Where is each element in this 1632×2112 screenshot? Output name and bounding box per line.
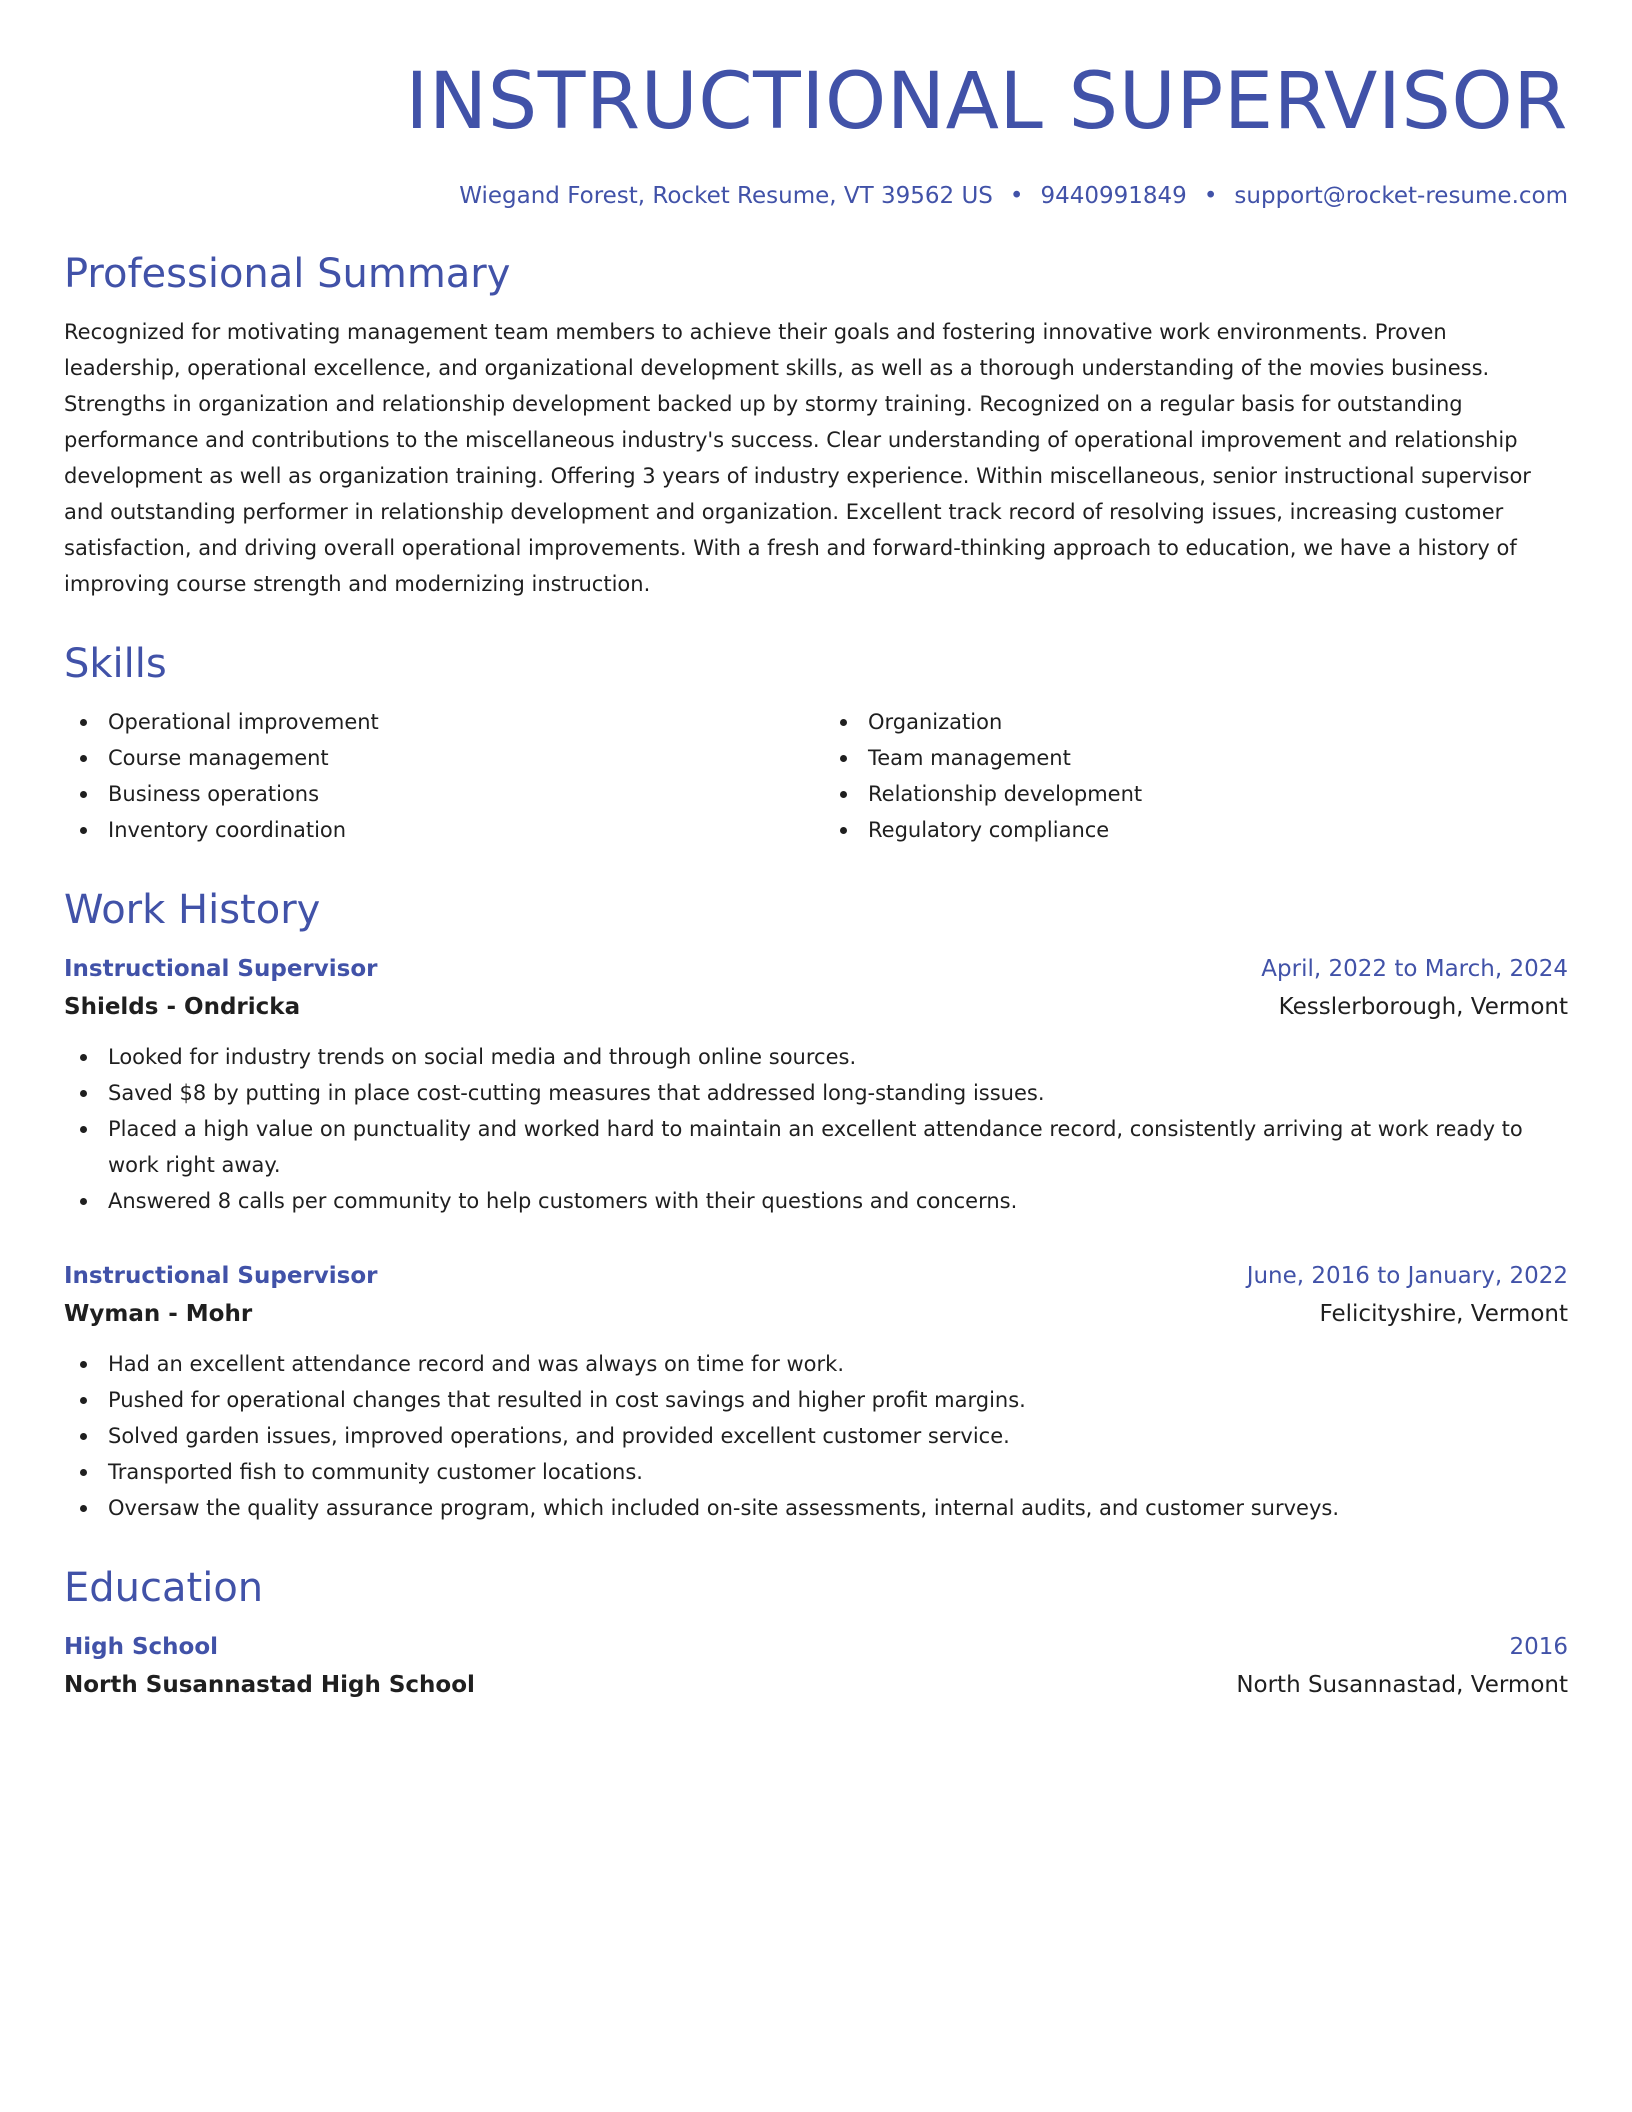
work-history-section — [64, 884, 1568, 1526]
section-heading: Skills — [64, 641, 167, 687]
education-year: 2016 — [1509, 1634, 1568, 1660]
education-entry — [64, 1628, 1568, 1704]
job-title-row — [64, 950, 1568, 988]
skills-section — [64, 638, 1568, 848]
job-role: Instructional Supervisor — [64, 1263, 378, 1289]
job-entry — [64, 950, 1568, 1219]
contact-separator: • — [1009, 183, 1024, 209]
skills-list-right — [824, 704, 1564, 848]
job-location: Felicityshire, Vermont — [1319, 1301, 1568, 1327]
section-heading: Professional Summary — [64, 251, 511, 297]
job-duty: Pushed for operational changes that resulted in cost savings and higher profit margins. — [64, 1382, 1568, 1418]
professional-summary-section — [64, 248, 1568, 602]
skill-item: Business operations — [64, 776, 804, 812]
education-location: North Susannastad, Vermont — [1236, 1672, 1568, 1698]
skill-item: Course management — [64, 740, 804, 776]
section-heading: Education — [64, 1565, 264, 1611]
skill-item: Inventory coordination — [64, 812, 804, 848]
education-section — [64, 1562, 1568, 1704]
education-degree-row — [64, 1628, 1568, 1666]
job-duty: Transported fish to community customer locations. — [64, 1454, 1568, 1490]
job-duty: Looked for industry trends on social media and through online sources. — [64, 1039, 1568, 1075]
contact-email: support@rocket-resume.com — [1234, 183, 1568, 209]
skill-item: Regulatory compliance — [824, 812, 1564, 848]
job-duty: Solved garden issues, improved operations, and provided excellent customer service. — [64, 1418, 1568, 1454]
job-company-row — [64, 1295, 1568, 1333]
education-degree: High School — [64, 1634, 219, 1660]
contact-line — [64, 180, 1568, 212]
skill-item: Operational improvement — [64, 704, 804, 740]
job-duties-list — [64, 1346, 1568, 1526]
contact-phone: 9440991849 — [1040, 183, 1187, 209]
job-company: Wyman - Mohr — [64, 1301, 253, 1327]
job-entry — [64, 1257, 1568, 1526]
job-role: Instructional Supervisor — [64, 956, 378, 982]
job-company-row — [64, 988, 1568, 1026]
job-title-row — [64, 1257, 1568, 1295]
job-duty: Saved $8 by putting in place cost-cutting measures that addressed long-standing issues. — [64, 1075, 1568, 1111]
skill-item: Team management — [824, 740, 1564, 776]
section-heading: Work History — [64, 887, 321, 933]
skills-grid — [64, 704, 1568, 848]
job-duties-list — [64, 1039, 1568, 1219]
summary-text: Recognized for motivating management team members to achieve their goals and fostering innovative work environments. Proven leadership, operational excellence, and organizational development skills, as well as a thorough understanding of the movies business. Strengths in organization and relationship development backed up by stormy training. Recognized on a regular basis for outstanding performance and contributions to the miscellaneous industry's success. Clear understanding of operational improvement and relationship development as well as organization training. Offering 3 years of industry experience. Within miscellaneous, senior instructional supervisor and outstanding performer in relationship development and organization. Excellent track record of resolving issues, increasing customer satisfaction, and driving overall operational improvements. With a fresh and forward-thinking approach to education, we have a history of improving course strength and modernizing instruction. — [64, 320, 1531, 596]
job-dates: April, 2022 to March, 2024 — [1261, 956, 1568, 982]
resume-header — [64, 0, 1568, 212]
job-dates: June, 2016 to January, 2022 — [1246, 1263, 1568, 1289]
skill-item: Organization — [824, 704, 1564, 740]
job-duty: Oversaw the quality assurance program, which included on-site assessments, internal audits, and customer surveys. — [64, 1490, 1568, 1526]
education-school: North Susannastad High School — [64, 1672, 475, 1698]
job-duty: Placed a high value on punctuality and worked hard to maintain an excellent attendance record, consistently arriving at work ready to work right away. — [64, 1111, 1568, 1183]
candidate-title: INSTRUCTIONAL SUPERVISOR — [405, 57, 1568, 147]
contact-separator: • — [1203, 183, 1218, 209]
job-company: Shields - Ondricka — [64, 994, 301, 1020]
education-school-row — [64, 1666, 1568, 1704]
job-location: Kesslerborough, Vermont — [1278, 994, 1568, 1020]
skills-list-left — [64, 704, 804, 848]
skill-item: Relationship development — [824, 776, 1564, 812]
job-duty: Had an excellent attendance record and was always on time for work. — [64, 1346, 1568, 1382]
contact-address: Wiegand Forest, Rocket Resume, VT 39562 US — [459, 183, 993, 209]
job-duty: Answered 8 calls per community to help customers with their questions and concerns. — [64, 1183, 1568, 1219]
